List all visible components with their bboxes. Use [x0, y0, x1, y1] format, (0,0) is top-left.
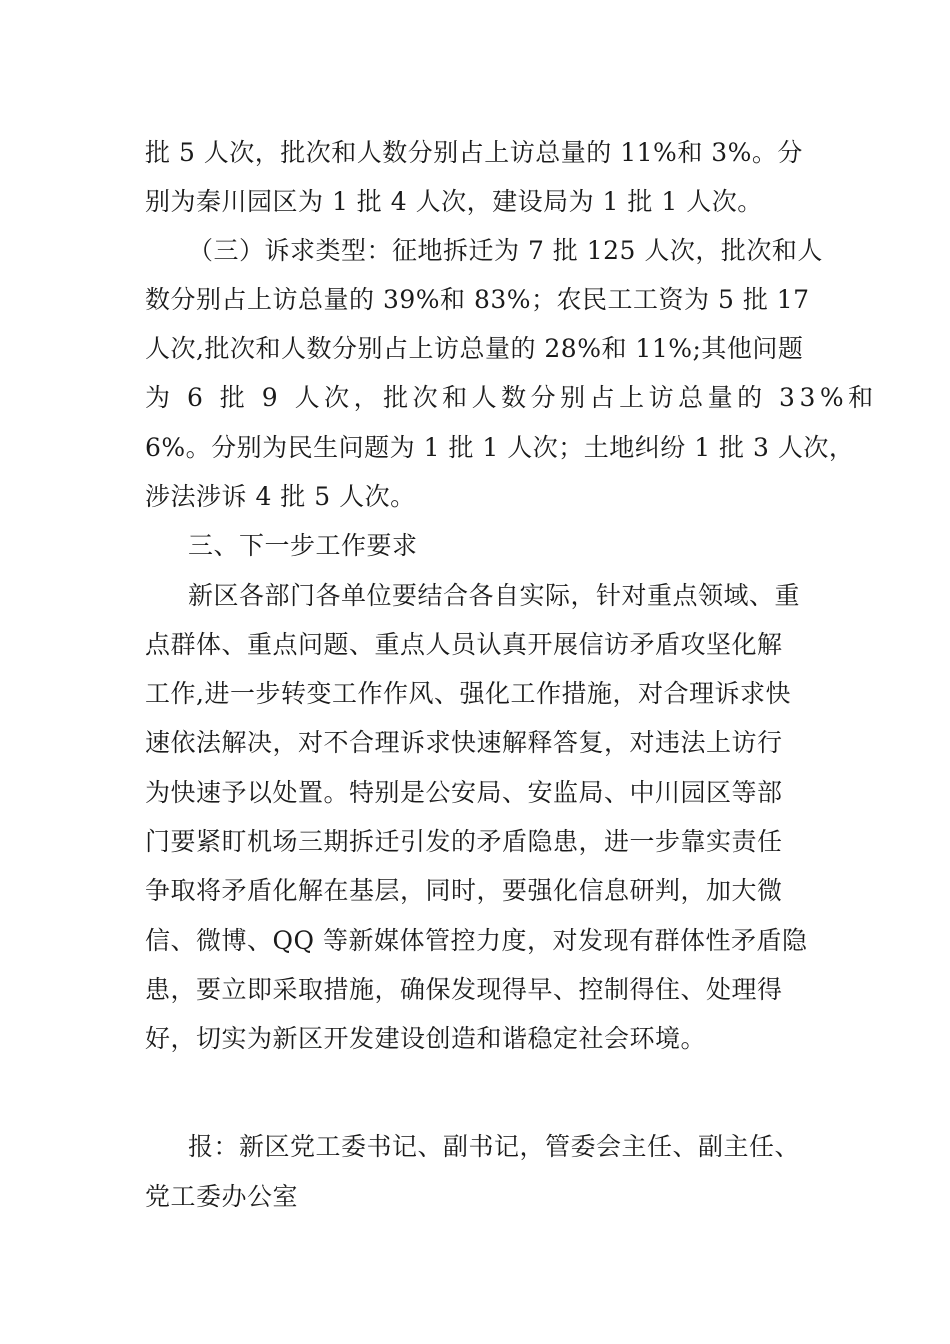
distribution-list: 报：新区党工委书记、副书记，管委会主任、副主任、 [188, 1132, 801, 1161]
text-line: 工作,进一步转变工作作风、强化工作措施，对合理诉求快 [145, 679, 791, 708]
text-line: 为快速予以处置。特别是公安局、安监局、中川园区等部 [145, 778, 783, 807]
text-line: 患，要立即采取措施，确保发现得早、控制得住、处理得 [145, 975, 783, 1004]
text-line: 好，切实为新区开发建设创造和谐稳定社会环境。 [145, 1024, 707, 1053]
text-line: 速依法解决，对不合理诉求快速解释答复，对违法上访行 [145, 728, 783, 757]
text-line: 点群体、重点问题、重点人员认真开展信访矛盾攻坚化解 [145, 630, 783, 659]
text-line: 人次,批次和人数分别占上访总量的 28%和 11%;其他问题 [145, 334, 804, 363]
text-line: 信、微博、QQ 等新媒体管控力度，对发现有群体性矛盾隐 [145, 926, 808, 955]
text-line: 批 5 人次，批次和人数分别占上访总量的 11%和 3%。分 [145, 138, 803, 167]
text-line: 新区各部门各单位要结合各自实际，针对重点领域、重 [188, 581, 801, 610]
section-heading-next-steps: 三、下一步工作要求 [188, 531, 418, 560]
distribution-list-continued: 党工委办公室 [145, 1182, 299, 1211]
text-line: 争取将矛盾化解在基层，同时，要强化信息研判，加大微 [145, 876, 783, 905]
section-heading-demand-type: （三）诉求类型：征地拆迁为 7 批 125 人次，批次和人 [188, 236, 823, 265]
text-line: 6%。分别为民生问题为 1 批 1 人次；土地纠纷 1 批 3 人次， [145, 433, 855, 462]
text-line: 门要紧盯机场三期拆迁引发的矛盾隐患，进一步靠实责任 [145, 827, 783, 856]
text-line: 别为秦川园区为 1 批 4 人次，建设局为 1 批 1 人次。 [145, 187, 763, 216]
text-line: 涉法涉诉 4 批 5 人次。 [145, 482, 416, 511]
text-line: 数分别占上访总量的 39%和 83%；农民工工资为 5 批 17 [145, 285, 810, 314]
text-line: 为 6 批 9 人次，批次和人数分别占上访总量的 33%和 [145, 383, 878, 412]
